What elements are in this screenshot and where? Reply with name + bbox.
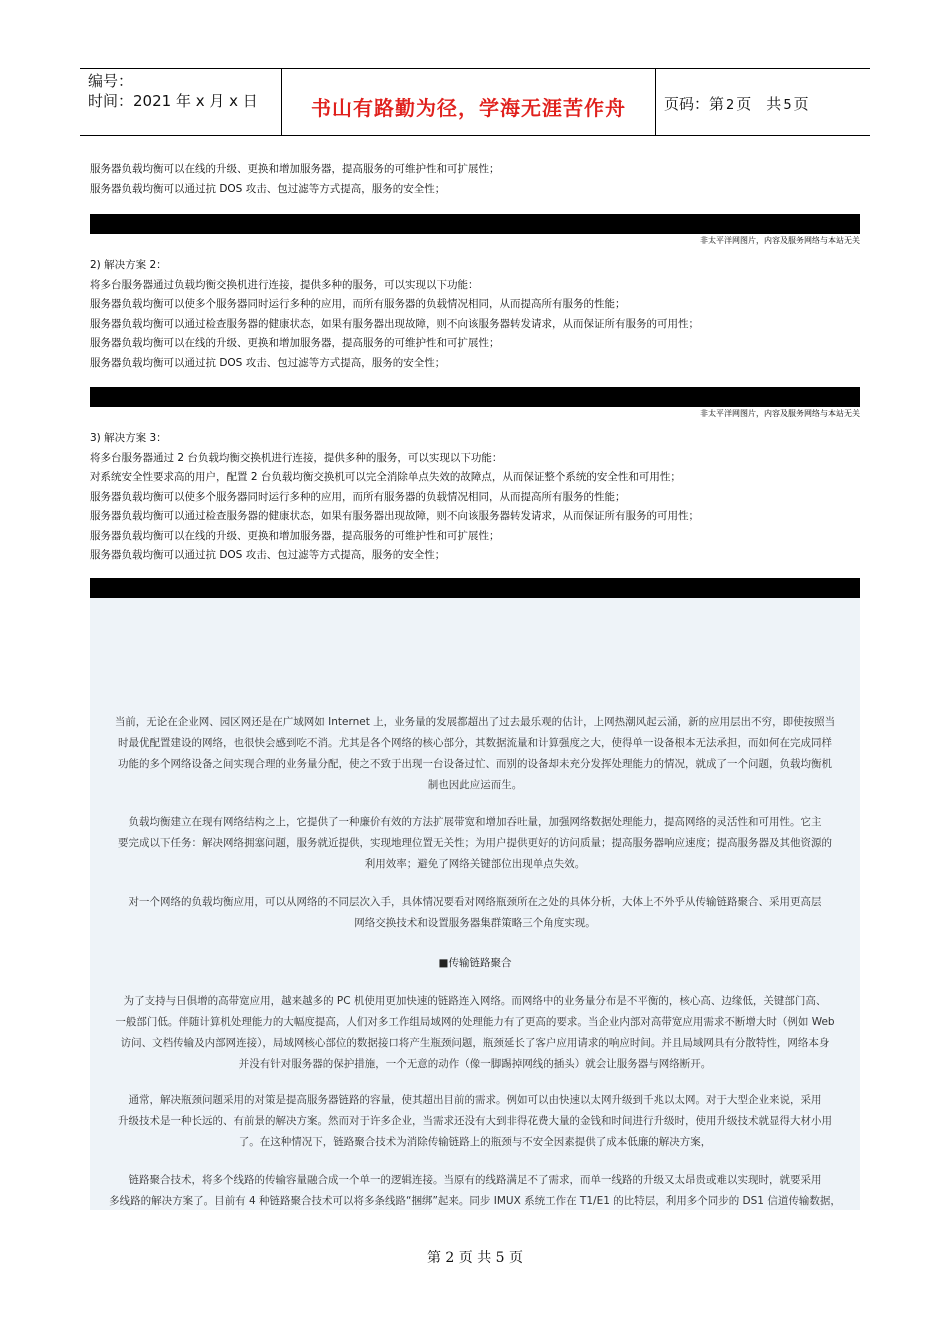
header-motto: 书山有路勤为径，学海无涯苦作舟 [311, 96, 626, 120]
image-band [90, 387, 860, 418]
text-line: 时最优配置建设的网络，也很快会感到吃不消。尤其是各个网络的核心部分，其数据流量和计算强度之大，使得单一设备根本无法承担，而如何在完成同样 [118, 737, 832, 749]
text-line: 将多台服务器通过 2 台负载均衡交换机进行连接，提供多种的服务，可以实现以下功能： [90, 451, 503, 464]
text-line: 了。在这种情况下，链路聚合技术为消除传输链路上的瓶颈与不安全因素提供了成本低廉的解决方案， [238, 1136, 712, 1148]
text-line: 对系统安全性要求高的用户，配置 2 台负载均衡交换机可以完全消除单点失效的故障点，从而保证整个系统的安全性和可用性； [90, 471, 681, 483]
text-line: 链路聚合技术，将多个线路的传输容量融合成一个单一的逻辑连接。当原有的线路满足不了需求，而单一线路的升级又太昂贵或难以实现时，就要采用 [128, 1174, 822, 1186]
text-line: 3) 解决方案 3： [90, 432, 167, 444]
text-line: 多线路的解决方案了。目前有 4 种链路聚合技术可以将多条线路“捆绑”起来。同步 IMUX 系统工作在 T1/E1 的比特层，利用多个同步的 DS1 信道传输数据， [109, 1195, 841, 1207]
article-paragraph-6 [90, 1170, 860, 1212]
text-line: 服务器负载均衡可以在线的升级、更换和增加服务器，提高服务的可维护性和可扩展性； [90, 163, 500, 175]
text-line: 将多台服务器通过负载均衡交换机进行连接，提供多种的服务，可以实现以下功能： [90, 278, 479, 291]
text-line: 网络交换技术和设置服务器集群策略三个角度实现。 [354, 917, 596, 929]
text-line: 制也因此应运而生。 [427, 779, 523, 791]
text-line: 服务器负载均衡可以通过抗 DOS 攻击、包过滤等方式提高，服务的安全性； [90, 356, 446, 369]
page-current: 2 [726, 98, 735, 113]
text-line: 服务器负载均衡可以使多个服务器同时运行多种的应用，而所有服务器的负载情况相同，从而提高所有服务的性能； [90, 490, 626, 503]
header-bottom-rule [80, 135, 870, 136]
header-top-rule [80, 68, 870, 69]
page-suffix: 页 [793, 95, 809, 113]
text-line: 服务器负载均衡可以通过抗 DOS 攻击、包过滤等方式提高，服务的安全性； [90, 182, 446, 195]
solution-3 [90, 429, 860, 566]
article-paragraph-2 [90, 812, 860, 875]
text-line: 2) 解决方案 2： [90, 259, 167, 271]
text-line: 功能的多个网络设备之间实现合理的业务量分配，使之不致于出现一台设备过忙、而别的设备却未充分发挥处理能力的情况，就成了一个问题，负载均衡机 [118, 758, 832, 770]
text-line: 当前，无论在企业网、园区网还是在广域网如 Internet 上，业务量的发展都超出了过去最乐观的估计，上网热潮风起云涌，新的应用层出不穷，即使按照当 [114, 716, 836, 728]
article-paragraph-3 [90, 892, 860, 934]
text-line: 并没有针对服务器的保护措施，一个无意的动作（像一脚踢掉网线的插头）就会让服务器与网络断开。 [238, 1058, 712, 1070]
article-paragraph-1 [90, 712, 860, 796]
article-paragraph-4 [90, 991, 860, 1075]
image-caption: 非太平洋网图片，内容及服务网络与本站无关 [700, 409, 860, 418]
text-line: 服务器负载均衡可以通过检查服务器的健康状态，如果有服务器出现故障，则不向该服务器转发请求，从而保证所有服务的可用性； [90, 510, 699, 522]
page-footer: 第 2 页 共 5 页 [426, 1250, 524, 1266]
text-line: 升级技术是一种长远的、有前景的解决方案。然而对于许多企业，当需求还没有大到非得花费大量的金钱和时间进行升级时，使用升级技术就显得大材小用 [118, 1115, 832, 1127]
page-prefix: 页码：第 [664, 95, 725, 113]
header-page-number [664, 93, 809, 114]
section-title: ■传输链路聚合 [438, 957, 512, 969]
page-total: 5 [783, 98, 792, 113]
header-divider-right [655, 68, 656, 135]
text-line: 服务器负载均衡可以通过抗 DOS 攻击、包过滤等方式提高，服务的安全性； [90, 549, 446, 561]
text-line: 通常，解决瓶颈问题采用的对策是提高服务器链路的容量，使其超出目前的需求。例如可以由快速以太网升级到千兆以太网。对于大型企业来说，采用 [128, 1094, 822, 1106]
text-line: 对一个网络的负载均衡应用，可以从网络的不同层次入手，具体情况要看对网络瓶颈所在之处的具体分析，大体上不外乎从传输链路聚合、采用更高层 [128, 896, 822, 908]
text-line: 服务器负载均衡可以通过检查服务器的健康状态，如果有服务器出现故障，则不向该服务器转发请求，从而保证所有服务的可用性； [90, 317, 699, 330]
page-mid: 页 共 [736, 95, 782, 113]
text-line: 服务器负载均衡可以在线的升级、更换和增加服务器，提高服务的可维护性和可扩展性； [90, 337, 500, 349]
image-caption: 非太平洋网图片，内容及服务网络与本站无关 [700, 236, 860, 245]
image-band [90, 578, 860, 598]
number-label: 编号： [88, 72, 134, 90]
text-line: 访问、文档传输及内部网连接），局域网核心部位的数据接口将产生瓶颈问题，瓶颈延长了客户应用请求的响应时间。并且局域网具有分散特性，网络本身 [120, 1037, 830, 1049]
text-line: 服务器负载均衡可以在线的升级、更换和增加服务器，提高服务的可维护性和可扩展性； [90, 529, 500, 542]
solution-2 [90, 256, 860, 373]
text-line: 要完成以下任务：解决网络拥塞问题，服务就近提供，实现地理位置无关性；为用户提供更好的访问质量；提高服务器响应速度；提高服务器及其他资源的 [118, 837, 832, 849]
text-line: 为了支持与日俱增的高带宽应用，越来越多的 PC 机使用更加快速的链路连入网络。而网络中的业务量分布是不平衡的，核心高、边缘低，关键部门高、 [123, 995, 827, 1007]
text-line: 负载均衡建立在现有网络结构之上，它提供了一种廉价有效的方法扩展带宽和增加吞吐量，加强网络数据处理能力，提高网络的灵活性和可用性。它主 [128, 816, 822, 828]
time-label: 时间：2021 年 x 月 x 日 [88, 92, 258, 110]
image-band [90, 214, 860, 245]
text-line: 利用效率；避免了网络关键部位出现单点失效。 [364, 858, 586, 870]
header-meta [88, 71, 258, 111]
article-paragraph-5 [90, 1090, 860, 1153]
intro-text [90, 160, 860, 199]
text-line: 一般部门低。伴随计算机处理能力的大幅度提高，人们对多工作组局域网的处理能力有了更高的要求。当企业内部对高带宽应用需求不断增大时（例如 Web [115, 1016, 835, 1028]
text-line: 服务器负载均衡可以使多个服务器同时运行多种的应用，而所有服务器的负载情况相同，从而提高所有服务的性能； [90, 298, 626, 310]
